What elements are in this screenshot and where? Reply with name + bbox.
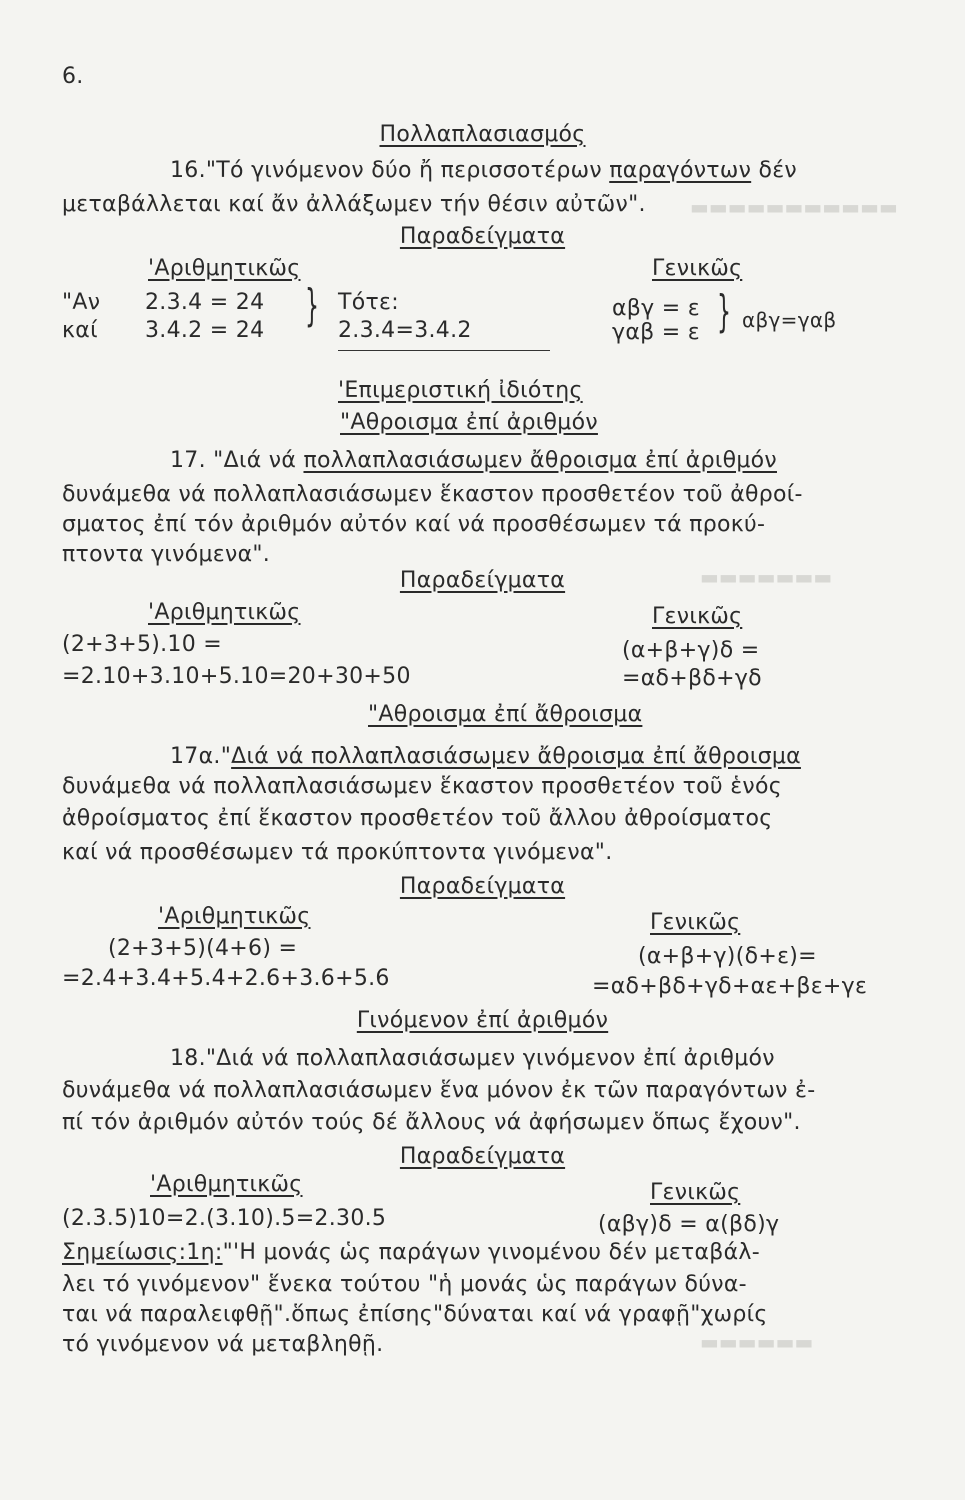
rule-18-line: πί τόν ἀριθμόν αὐτόν τούς δέ ἄλλους νά ἀφήσωμεν ὅπως ἔχουν". xyxy=(62,1110,801,1135)
section-heading: 'Επιμεριστική ἰδιότης xyxy=(338,378,583,403)
examples-heading: Παραδείγματα xyxy=(399,1144,566,1169)
brace-icon: } xyxy=(305,280,319,331)
examples-heading: Παραδείγματα xyxy=(399,568,566,593)
rule-16-line: μεταβάλλεται καί ἄν ἀλλάξωμεν τήν θέσιν αὐτῶν". xyxy=(62,192,646,217)
divider xyxy=(338,350,550,351)
rule-16-line: 16."Τό γινόμενον δύο ἤ περισσοτέρων παραγόντων δέν xyxy=(170,158,798,183)
bleed-through-mark: ▬▬▬▬▬▬▬ xyxy=(700,565,833,589)
arithmetic-label: 'Αριθμητικῶς xyxy=(158,904,311,929)
example-text: =αδ+βδ+γδ+αε+βε+γε xyxy=(592,974,868,999)
example-text: (αβγ)δ = α(βδ)γ xyxy=(598,1212,780,1237)
example-text: =2.4+3.4+5.4+2.6+3.6+5.6 xyxy=(62,966,390,991)
rule-18-line: 18."Διά νά πολλαπλασιάσωμεν γινόμενον ἐπί ἀριθμόν xyxy=(170,1046,775,1071)
general-label: Γενικῶς xyxy=(652,256,743,281)
brace-icon: } xyxy=(717,286,731,337)
note-line: ται νά παραλειφθῇ".ὅπως ἐπίσης"δύναται καί νά γραφῇ"χωρίς xyxy=(62,1302,768,1327)
rule-18-line: δυνάμεθα νά πολλαπλασιάσωμεν ἕνα μόνον ἐκ τῶν παραγόντων ἐ- xyxy=(62,1078,816,1103)
rule-17a-line: δυνάμεθα νά πολλαπλασιάσωμεν ἕκαστον προσθετέον τοῦ ἑνός xyxy=(62,774,782,799)
note-line: τό γινόμενον νά μεταβληθῇ. xyxy=(62,1332,384,1357)
example-text: (2+3+5).10 = xyxy=(62,632,223,657)
arithmetic-label: 'Αριθμητικῶς xyxy=(148,600,301,625)
bleed-through-mark: ▬▬▬▬▬▬ xyxy=(700,1330,814,1354)
note-line: λει τό γινόμενον" ἕνεκα τούτου "ἡ μονάς ὡς παράγων δύνα- xyxy=(62,1272,747,1297)
example-text: "Αν xyxy=(62,290,101,315)
section-heading: "Αθροισμα ἐπί ἄθροισμα xyxy=(368,702,643,727)
rule-17a-line: καί νά προσθέσωμεν τά προκύπτοντα γινόμενα". xyxy=(62,840,613,865)
example-text: =αδ+βδ+γδ xyxy=(622,666,762,691)
example-text: 2.3.4 = 24 xyxy=(145,290,265,315)
example-text: αβγ = ε xyxy=(612,296,700,321)
general-label: Γενικῶς xyxy=(650,910,741,935)
rule-17-line: πτοντα γινόμενα". xyxy=(62,542,271,567)
example-text: (2.3.5)10=2.(3.10).5=2.30.5 xyxy=(62,1206,387,1231)
example-text: (α+β+γ)(δ+ε)= xyxy=(638,944,817,969)
example-text: (α+β+γ)δ = xyxy=(622,638,760,663)
rule-17a-line: 17α."Διά νά πολλαπλασιάσωμεν ἄθροισμα ἐπί ἄθροισμα xyxy=(170,744,801,769)
example-text: καί xyxy=(62,318,98,343)
examples-heading: Παραδείγματα xyxy=(399,874,566,899)
page-number: 6. xyxy=(62,64,84,89)
note-label: Σημείωσις:1η: xyxy=(62,1240,223,1265)
rule-17-line: 17. "Διά νά πολλαπλασιάσωμεν ἄθροισμα ἐπί ἀριθμόν xyxy=(170,448,777,473)
section-heading: Γινόμενον ἐπί ἀριθμόν xyxy=(356,1008,609,1033)
note-line: Σημείωσις:1η:"'Η μονάς ὡς παράγων γινομένου δέν μεταβάλ- xyxy=(62,1240,760,1265)
arithmetic-label: 'Αριθμητικῶς xyxy=(150,1172,303,1197)
section-heading: Πολλαπλασιασμός xyxy=(379,122,586,147)
rule-17-line: σματος ἐπί τόν ἀριθμόν αὐτόν καί νά προσθέσωμεν τά προκύ- xyxy=(62,512,766,537)
example-text: αβγ=γαβ xyxy=(742,308,837,332)
example-text: γαβ = ε xyxy=(612,320,700,345)
section-subheading: "Αθροισμα ἐπί ἀριθμόν xyxy=(340,410,598,435)
general-label: Γενικῶς xyxy=(652,604,743,629)
rule-17a-line: ἀθροίσματος ἐπί ἕκαστον προσθετέον τοῦ ἄλλου ἀθροίσματος xyxy=(62,806,773,831)
example-text: 3.4.2 = 24 xyxy=(145,318,265,343)
examples-heading: Παραδείγματα xyxy=(399,224,566,249)
bleed-through-mark: ▬▬▬▬▬▬▬▬▬▬▬ xyxy=(690,195,898,219)
arithmetic-label: 'Αριθμητικῶς xyxy=(148,256,301,281)
rule-17-line: δυνάμεθα νά πολλαπλασιάσωμεν ἕκαστον προσθετέον τοῦ ἀθροί- xyxy=(62,482,803,507)
example-text: =2.10+3.10+5.10=20+30+50 xyxy=(62,664,411,689)
example-text: 2.3.4=3.4.2 xyxy=(338,318,472,343)
example-text: Τότε: xyxy=(338,290,399,315)
example-text: (2+3+5)(4+6) = xyxy=(108,936,298,961)
general-label: Γενικῶς xyxy=(650,1180,741,1205)
